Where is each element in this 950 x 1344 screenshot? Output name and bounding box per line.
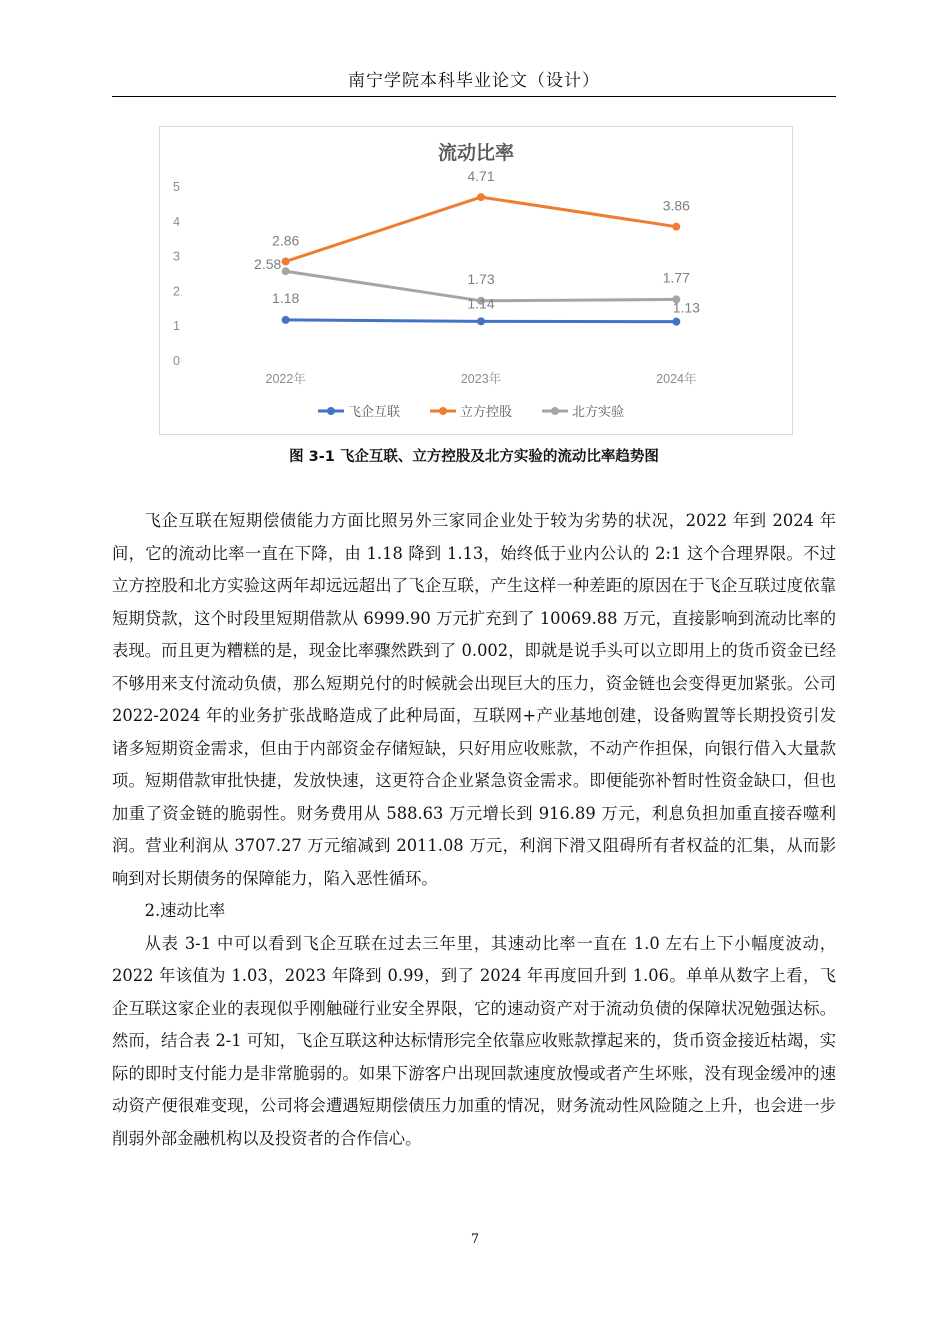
chart-figure [159, 126, 793, 435]
legend-marker-2 [439, 407, 447, 415]
y-tick-label: 2 [173, 284, 180, 299]
legend-label-2: 立方控股 [460, 404, 513, 419]
data-label: 1.73 [467, 270, 495, 287]
paragraph-quick-ratio-analysis: 从表 3-1 中可以看到飞企互联在过去三年里，其速动比率一直在 1.0 左右上下小幅度波动，2022 年该值为 1.03，2023 年降到 0.99，到了 2024 年再度回升到 1.06。单单从数字上看，飞企互联这家企业的表现似乎刚触碰行业安全界限，它的速动资产对于流动负债的保障状况勉强达标。然而，结合表 2-1 可知，飞企互联这种达标情形完全依靠应收账款撑起来的，货币资金接近枯竭，实际的即时支付能力是非常脆弱的。如果下游客户出现回款速度放慢或者产生坏账，没有现金缓冲的速动资产便很难变现，公司将会遭遇短期偿债压力加重的情况，财务流动性风险随之上升，也会进一步削弱外部金融机构以及投资者的合作信心。 [112, 933, 836, 1148]
header-rule [112, 96, 836, 97]
data-label: 4.71 [467, 168, 495, 185]
page-number: 7 [470, 1232, 480, 1247]
section-heading-quick-ratio: 2.速动比率 [144, 901, 226, 920]
data-point-1 [477, 317, 485, 325]
data-label: 1.18 [272, 289, 300, 306]
data-point-3 [282, 267, 290, 275]
y-tick-label: 0 [173, 354, 180, 368]
data-label: 1.77 [662, 269, 690, 286]
y-tick-label: 1 [173, 319, 180, 334]
legend-marker-3 [551, 407, 559, 415]
body-text [112, 505, 836, 1155]
data-label: 1.14 [467, 295, 495, 312]
page-header: 南宁学院本科毕业论文（设计） [348, 71, 600, 91]
legend-marker-1 [327, 407, 335, 415]
data-label: 2.86 [272, 232, 300, 249]
paragraph-current-ratio-analysis: 飞企互联在短期偿债能力方面比照另外三家同企业处于较为劣势的状况，2022 年到 2024 年间，它的流动比率一直在下降，由 1.18 降到 1.13，始终低于业内公认的 2:1 这个合理界限。不过立方控股和北方实验这两年却远远超出了飞企互联，产生这样一种差距的原因在于飞企互联过度依靠短期贷款，这个时段里短期借款从 6999.90 万元扩充到了 10069.88 万元，直接影响到流动比率的表现。而且更为糟糕的是，现金比率骤然跌到了 0.002，即就是说手头可以立即用上的货币资金已经不够用来支付流动负债，那么短期兑付的时候就会出现巨大的压力，资金链也会变得更加紧张。公司 2022-2024 年的业务扩张战略造成了此种局面，互联网+产业基地创建，设备购置等长期投资引发诸多短期资金需求，但由于内部资金存储短缺，只好用应收账款，不动产作担保，向银行借入大量款项。短期借款审批快捷，发放快速，这更符合企业紧急资金需求。即便能弥补暂时性资金缺口，但也加重了资金链的脆弱性。财务费用从 588.63 万元增长到 916.89 万元，利息负担加重直接吞噬利润。营业利润从 3707.27 万元缩减到 2011.08 万元，利润下滑又阻碍所有者权益的汇集，从而影响到对长期债务的保障能力，陷入恶性循环。 [112, 511, 836, 888]
data-point-2 [282, 257, 290, 265]
series-line-2 [286, 197, 677, 261]
data-point-1 [282, 316, 290, 324]
data-point-2 [477, 193, 485, 201]
line-chart [160, 127, 792, 434]
y-tick-label: 5 [173, 180, 180, 194]
chart-title: 流动比率 [437, 143, 515, 164]
x-tick-label: 2022年 [265, 372, 306, 386]
legend-label-3: 北方实验 [572, 404, 625, 419]
y-tick-label: 4 [173, 214, 180, 229]
legend-label-1: 飞企互联 [348, 404, 401, 419]
data-label: 1.13 [672, 299, 700, 316]
data-label: 3.86 [662, 197, 690, 214]
y-tick-label: 3 [173, 249, 180, 264]
data-point-2 [672, 223, 680, 231]
x-tick-label: 2023年 [460, 372, 502, 386]
figure-caption: 图 3-1 飞企互联、立方控股及北方实验的流动比率趋势图 [289, 449, 659, 465]
x-tick-label: 2024年 [656, 372, 697, 386]
data-point-1 [672, 318, 680, 326]
data-label: 2.58 [254, 256, 282, 273]
